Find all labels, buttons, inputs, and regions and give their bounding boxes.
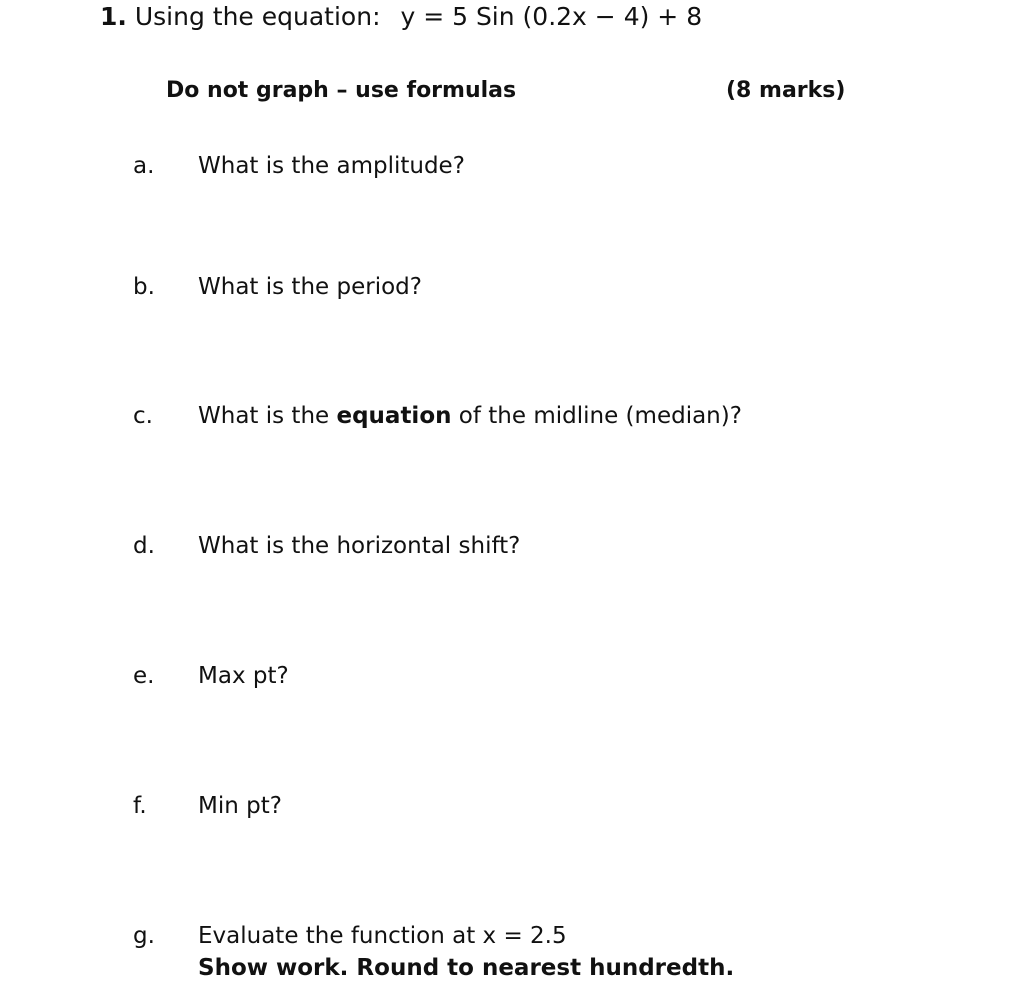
question-number: 1. [100, 2, 127, 31]
instruction: Do not graph – use formulas [166, 78, 517, 103]
question-note: Show work. Round to nearest hundredth. [198, 955, 735, 981]
marks-label: (8 marks) [726, 78, 846, 103]
equation: y = 5 Sin (0.2x − 4) + 8 [400, 2, 703, 31]
question-title [100, 0, 702, 34]
question-text: Max pt? [198, 663, 289, 689]
question-letter: e. [133, 663, 155, 689]
question-text: Min pt? [198, 793, 282, 819]
question-text: What is the amplitude? [198, 153, 465, 179]
question-text: What is the horizontal shift? [198, 533, 521, 559]
question-letter: b. [133, 274, 155, 300]
question-text: Evaluate the function at x = 2.5 [198, 923, 567, 949]
question-text [198, 400, 742, 432]
question-lead: Using the equation: [134, 2, 381, 31]
question-text-bold: equation [336, 403, 452, 429]
question-letter: f. [133, 793, 147, 819]
question-letter: g. [133, 923, 155, 949]
question-text-pre: What is the [198, 403, 337, 429]
question-text: What is the period? [198, 274, 422, 300]
question-letter: a. [133, 153, 155, 179]
question-letter: c. [133, 403, 153, 429]
question-letter: d. [133, 533, 155, 559]
question-text-post: of the midline (median)? [451, 403, 742, 429]
